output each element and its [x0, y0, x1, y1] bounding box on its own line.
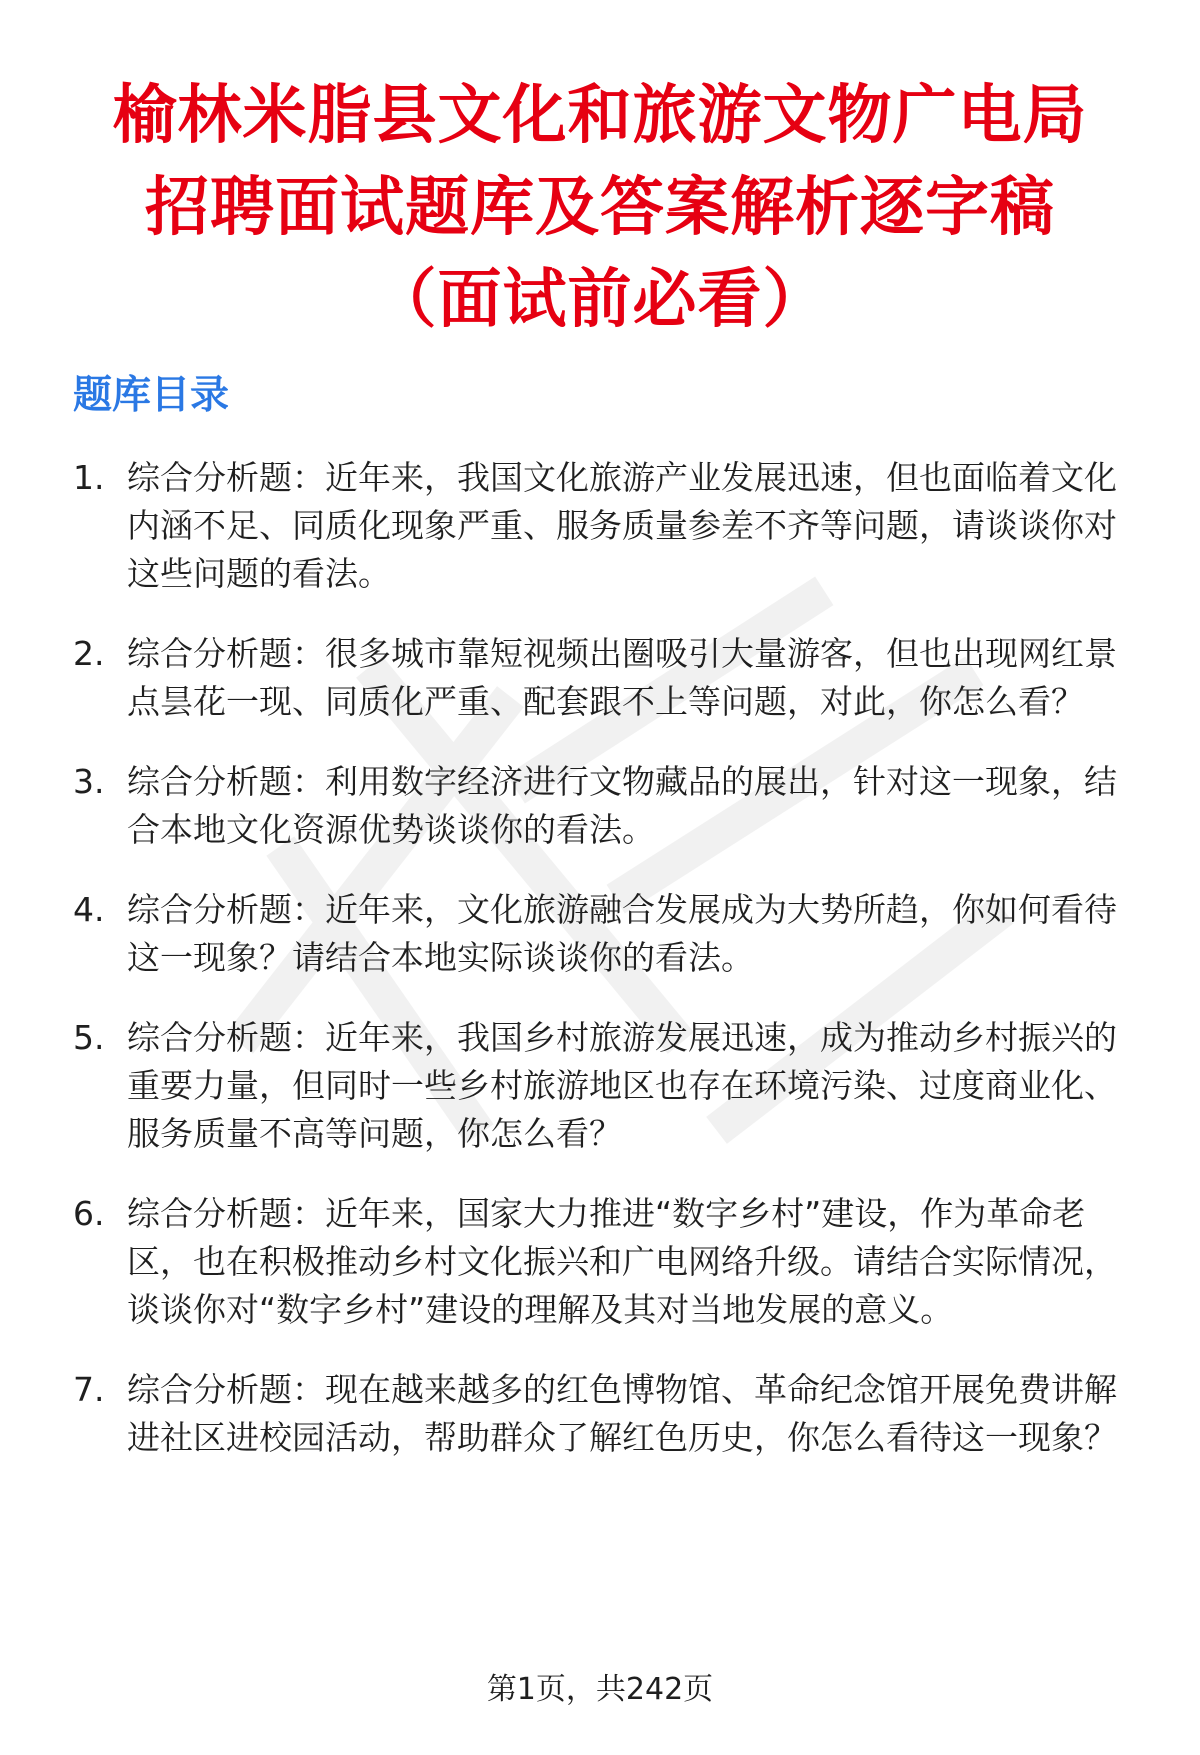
question-item — [73, 630, 1143, 726]
toc-heading: 题库目录 — [73, 373, 230, 418]
question-item — [73, 886, 1143, 982]
question-text: 综合分析题：利用数字经济进行文物藏品的展出，针对这一现象，结合本地文化资源优势谈谈你的看法。 — [127, 762, 1117, 849]
page-number-footer: 第1页，共242页 — [486, 1672, 714, 1707]
question-text: 综合分析题：近年来，我国乡村旅游发展迅速，成为推动乡村振兴的重要力量，但同时一些乡村旅游地区也存在环境污染、过度商业化、服务质量不高等问题，你怎么看？ — [127, 1018, 1117, 1153]
question-item — [73, 454, 1143, 598]
question-item — [73, 1366, 1143, 1462]
question-number: 4. — [73, 890, 105, 929]
question-number: 7. — [73, 1370, 105, 1409]
title-line-3: （面试前必看） — [372, 263, 828, 337]
question-number: 2. — [73, 634, 105, 673]
question-text: 综合分析题：近年来，文化旅游融合发展成为大势所趋，你如何看待这一现象？请结合本地实际谈谈你的看法。 — [127, 890, 1117, 977]
question-number: 6. — [73, 1194, 105, 1233]
question-item — [73, 1014, 1143, 1158]
title-line-2: 招聘面试题库及答案解析逐字稿 — [145, 171, 1055, 245]
question-text: 综合分析题：很多城市靠短视频出圈吸引大量游客，但也出现网红景点昙花一现、同质化严重、配套跟不上等问题，对此，你怎么看？ — [127, 634, 1117, 721]
document-title — [60, 70, 1140, 346]
question-text: 综合分析题：近年来，我国文化旅游产业发展迅速，但也面临着文化内涵不足、同质化现象严重、服务质量参差不齐等问题，请谈谈你对这些问题的看法。 — [127, 458, 1117, 593]
question-number: 3. — [73, 762, 105, 801]
question-text: 综合分析题：近年来，国家大力推进“数字乡村”建设，作为革命老区，也在积极推动乡村文化振兴和广电网络升级。请结合实际情况，谈谈你对“数字乡村”建设的理解及其对当地发展的意义。 — [127, 1194, 1117, 1329]
question-text: 综合分析题：现在越来越多的红色博物馆、革命纪念馆开展免费讲解进社区进校园活动，帮助群众了解红色历史，你怎么看待这一现象？ — [127, 1370, 1117, 1457]
question-item — [73, 758, 1143, 854]
title-line-1: 榆林米脂县文化和旅游文物广电局 — [112, 79, 1088, 153]
question-number: 5. — [73, 1018, 105, 1057]
question-item — [73, 1190, 1143, 1334]
question-number: 1. — [73, 458, 105, 497]
question-list — [73, 454, 1143, 1494]
